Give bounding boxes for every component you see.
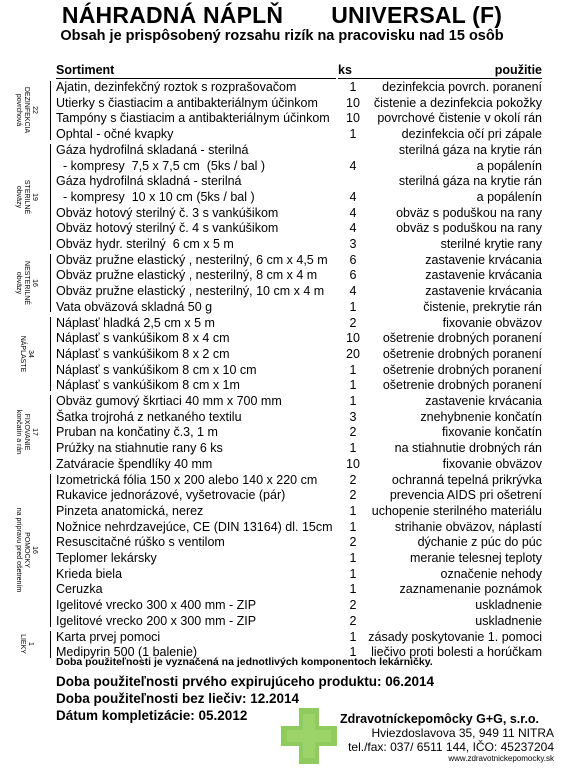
company-web: www.zdravotnickepomocky.sk	[448, 754, 554, 763]
table-row	[0, 299, 564, 315]
item-usage: ošetrenie drobných poranení	[382, 346, 542, 361]
expiry-without-drugs: Doba použiteľnosti bez liečiv: 12.2014	[56, 691, 300, 706]
item-name: Obväz pružne elastický , nesterilný, 10 cm x 4 m	[56, 284, 325, 299]
category-count: 22	[31, 106, 38, 115]
table-row	[0, 252, 564, 268]
item-name: Ajatin, dezinfekčný roztok s rozprašovačom	[56, 80, 297, 94]
document-subtitle: Obsah je prispôsobený rozsahu rizík na pracovisku nad 15 osôb	[60, 28, 504, 44]
company-phone: tel./fax: 037/ 6511 144, IČO: 45237204	[348, 740, 554, 754]
item-name: Prúžky na stiahnutie rany 6 ks	[56, 441, 223, 456]
item-name: Karta prvej pomoci	[56, 629, 161, 644]
category-count: 19	[31, 192, 38, 201]
table-row	[0, 534, 564, 550]
category-text	[18, 335, 34, 372]
table-row	[0, 519, 564, 535]
item-count: 1	[349, 519, 357, 534]
item-usage: zásady poskytovanie 1. pomoci	[368, 629, 542, 644]
category-bracket	[50, 81, 51, 140]
item-name: Obväz hydr. sterilný 6 cm x 5 m	[56, 237, 234, 251]
item-usage: prevencia AIDS pri ošetrení	[389, 488, 542, 503]
category-text	[14, 508, 38, 592]
header-ks: ks	[338, 63, 362, 79]
table-row	[0, 613, 564, 629]
category-text	[14, 410, 38, 454]
table-row	[0, 393, 564, 409]
table-row	[0, 173, 564, 189]
item-count: 2	[349, 613, 357, 628]
item-count: 3	[349, 409, 357, 424]
document-title	[0, 2, 564, 28]
item-count: 6	[349, 268, 357, 283]
category-text	[14, 180, 38, 214]
category-sub: končatín a rán	[15, 410, 22, 455]
item-name: Izometrická fólia 150 x 200 alebo 140 x 220 cm	[56, 472, 318, 487]
item-count: 1	[349, 394, 357, 408]
completion-date: Dátum kompletizácie: 05.2012	[56, 708, 248, 723]
item-name: Vata obväzová skladná 50 g	[56, 299, 213, 314]
title-left: NÁHRADNÁ NÁPLŇ	[61, 2, 284, 28]
item-count: 1	[349, 551, 357, 565]
item-usage: sterilné krytie rany	[440, 237, 542, 251]
company-name: Zdravotníckepomôcky G+G, s.r.o.	[340, 712, 540, 726]
item-name: Igelitové vrecko 300 x 400 mm - ZIP	[56, 598, 257, 613]
item-usage: fixovanie obväzov	[442, 315, 542, 330]
category-bracket	[50, 144, 51, 250]
item-usage: dezinfekcia očí pri zápale	[401, 127, 542, 142]
item-usage: ošetrenie drobných poranení	[382, 362, 542, 377]
item-name: Obväz pružne elastický , nesterilný, 8 cm x 4 m	[56, 268, 318, 283]
category-name: FIXOVANIE	[23, 413, 30, 451]
item-name: Gáza hydrofilná skladaná - sterilná	[56, 142, 249, 157]
item-count: 1	[349, 378, 357, 393]
category-bracket	[50, 631, 51, 658]
item-name: Zatváracie špendlíky 40 mm	[56, 456, 213, 471]
item-name: Náplasť s vankúšikom 8 x 2 cm	[56, 346, 230, 361]
table-row	[0, 158, 564, 174]
header-sortiment: Sortiment	[56, 63, 336, 79]
item-usage: uchopenie sterilného materiálu	[371, 503, 542, 518]
table-row	[0, 330, 564, 346]
table-row	[0, 79, 564, 95]
category-label	[0, 144, 52, 250]
item-count: 1	[349, 503, 357, 518]
item-usage: zaznamenanie poznámok	[399, 582, 542, 597]
item-usage: ošetrenie drobných poranení	[382, 378, 542, 393]
item-usage: čistenie a dezinfekcia pokožky	[373, 95, 542, 110]
item-name: Resuscitačné rúško s ventilom	[56, 535, 225, 550]
item-usage: a popálenín	[476, 189, 542, 204]
item-count: 1	[349, 566, 357, 581]
item-usage: strihanie obväzov, náplastí	[394, 519, 542, 534]
item-name: Utierky s čiastiacim a antibakteriálnym účinkom	[56, 95, 318, 110]
header-pouzitie: použitie	[362, 63, 542, 79]
expiry-note: Doba použiteľnosti je vyznačená na jednotlivých komponentoch lekárničky.	[56, 656, 433, 668]
category-bracket	[50, 317, 51, 392]
item-name: Náplasť s vankúšikom 8 cm x 1m	[56, 378, 240, 393]
item-count: 4	[349, 284, 357, 299]
category-count: 1	[27, 642, 34, 647]
item-usage: ošetrenie drobných poranení	[382, 331, 542, 346]
item-count: 20	[346, 346, 360, 361]
category-count: 16	[31, 546, 38, 554]
category-label	[0, 317, 52, 392]
item-count: 1	[349, 645, 357, 660]
category-sub: na prípravu pred ošetrením	[15, 507, 22, 593]
table-row	[0, 424, 564, 440]
category-name: NESTERILNÉ	[23, 261, 30, 306]
table-row	[0, 189, 564, 205]
item-name: Náplasť s vankúšikom 8 cm x 10 cm	[56, 362, 257, 377]
item-usage: ochranná tepelná prikrývka	[391, 472, 542, 487]
table-row	[0, 346, 564, 362]
item-usage: obväz s poduškou na rany	[396, 221, 542, 236]
table-row	[0, 315, 564, 331]
item-usage: sterilná gáza na krytie rán	[398, 142, 542, 157]
item-count: 2	[349, 425, 357, 440]
item-count: 10	[346, 456, 360, 471]
category-name: POMOCKY	[23, 532, 30, 568]
item-name: Náplasť s vankúšikom 8 x 4 cm	[56, 331, 230, 346]
table-row	[0, 283, 564, 299]
item-name: Obväz gumový škrtiaci 40 mm x 700 mm	[56, 394, 282, 408]
table-row	[0, 581, 564, 597]
company-address: Hviezdoslavova 35, 949 11 NITRA	[371, 726, 554, 740]
table-row	[0, 95, 564, 111]
table-row	[0, 503, 564, 519]
item-name: Ceruzka	[56, 582, 103, 597]
category-label	[0, 395, 52, 470]
table-row	[0, 550, 564, 566]
item-name: Pinzeta anatomická, nerez	[56, 503, 204, 518]
table-row	[0, 597, 564, 613]
table-row	[0, 362, 564, 378]
category-name: STERILNÉ	[23, 179, 30, 214]
item-count: 4	[349, 205, 357, 220]
item-count: 1	[349, 299, 357, 314]
item-count: 1	[349, 629, 357, 644]
item-count: 1	[349, 441, 357, 456]
item-count: 2	[349, 315, 357, 330]
table-row	[0, 456, 564, 472]
item-name: - kompresy 10 x 10 cm (5ks / bal )	[56, 189, 255, 204]
item-name: - kompresy 7,5 x 7,5 cm (5ks / bal )	[56, 158, 266, 173]
category-sub: obväzy	[15, 271, 22, 295]
item-name: Šatka trojrohá z netkaného textilu	[56, 409, 242, 424]
company-block	[328, 712, 554, 764]
category-text	[18, 634, 34, 654]
table-row	[0, 377, 564, 393]
item-name: Náplasť hladká 2,5 cm x 5 m	[56, 315, 215, 330]
table-row	[0, 267, 564, 283]
item-count: 1	[349, 362, 357, 377]
table-row	[0, 566, 564, 582]
category-label	[0, 81, 52, 140]
item-count: 4	[349, 221, 357, 236]
item-count: 2	[349, 598, 357, 613]
item-usage: dýchanie z púc do púc	[417, 535, 542, 550]
item-name: Obväz pružne elastický , nesterilný, 6 cm x 4,5 m	[56, 252, 328, 267]
table-row	[0, 629, 564, 645]
item-count: 4	[349, 158, 357, 173]
table-row	[0, 126, 564, 142]
category-bracket	[50, 474, 51, 627]
item-count: 1	[349, 582, 357, 597]
table-row	[0, 472, 564, 488]
category-name: LIEKY	[19, 634, 26, 655]
title-right: UNIVERSAL (F)	[331, 2, 503, 28]
item-usage: dezinfekcia povrch. poranení	[382, 80, 542, 94]
item-count: 10	[346, 111, 360, 126]
table-row	[0, 409, 564, 425]
item-name: Gáza hydrofilná skladná - sterilná	[56, 174, 242, 189]
item-name: Medipyrin 500 (1 balenie)	[56, 645, 198, 660]
table-row	[0, 110, 564, 126]
item-name: Ophtal - očné kvapky	[56, 127, 174, 142]
item-usage: označenie nehody	[440, 566, 542, 581]
item-name: Teplomer lekársky	[56, 551, 157, 565]
table-row	[0, 236, 564, 252]
item-usage: zastavenie krvácania	[425, 394, 542, 408]
item-name: Nožnice nehrdzavejúce, CE (DIN 13164) dl. 15cm	[56, 519, 333, 534]
item-usage: fixovanie obväzov	[442, 456, 542, 471]
item-usage: uskladnenie	[475, 598, 542, 613]
category-bracket	[50, 395, 51, 470]
category-text	[14, 87, 38, 133]
category-label	[0, 474, 52, 627]
table-row	[0, 205, 564, 221]
item-count: 2	[349, 535, 357, 550]
item-usage: liečivo proti bolesti a horúčkam	[371, 645, 542, 660]
table-row	[0, 440, 564, 456]
item-usage: sterilná gáza na krytie rán	[398, 174, 542, 189]
item-count: 1	[349, 80, 357, 94]
category-count: 34	[27, 349, 34, 358]
item-count: 2	[349, 488, 357, 503]
category-name: DEZINFEKCIA	[23, 87, 30, 134]
item-usage: zastavenie krvácania	[425, 252, 542, 267]
item-usage: na stiahnutie drobných rán	[394, 441, 542, 456]
item-name: Rukavice jednorázové, vyšetrovacie (pár)	[56, 488, 286, 503]
item-usage: a popálenín	[476, 158, 542, 173]
item-name: Obväz hotový sterilný č. 3 s vankúšikom	[56, 205, 279, 220]
item-count: 10	[346, 95, 360, 110]
category-name: NÁPLASTE	[19, 335, 26, 373]
item-usage: obväz s poduškou na rany	[396, 205, 542, 220]
category-bracket	[50, 254, 51, 313]
item-name: Krieda biela	[56, 566, 123, 581]
item-usage: čistenie, prekrytie rán	[423, 299, 542, 314]
expiry-first-product: Doba použiteľnosti prvého expirujúceho produktu: 06.2014	[56, 674, 435, 689]
table-row	[0, 142, 564, 158]
category-count: 17	[31, 428, 38, 437]
item-count: 1	[349, 127, 357, 142]
category-label	[0, 254, 52, 313]
item-count: 6	[349, 252, 357, 267]
category-sub: povrchová	[15, 94, 22, 127]
item-name: Tampóny s čiastiacim a antibakteriálnym účinkom	[56, 111, 330, 126]
category-text	[14, 261, 38, 305]
table-row	[0, 220, 564, 236]
item-count: 10	[346, 331, 360, 346]
item-usage: povrchové čistenie v okolí rán	[377, 111, 542, 126]
item-usage: znehybnenie končatín	[420, 409, 542, 424]
item-usage: zastavenie krvácania	[425, 268, 542, 283]
item-name: Igelitové vrecko 200 x 300 mm - ZIP	[56, 613, 257, 628]
item-count: 4	[349, 189, 357, 204]
category-sub: obväzy	[15, 185, 22, 208]
item-usage: zastavenie krvácania	[425, 284, 542, 299]
item-usage: uskladnenie	[475, 613, 542, 628]
item-usage: meranie telesnej teploty	[409, 551, 542, 565]
item-name: Pruban na končatiny č.3, 1 m	[56, 425, 218, 440]
item-usage: fixovanie končatín	[441, 425, 542, 440]
item-name: Obväz hotový sterilný č. 4 s vankúšikom	[56, 221, 279, 236]
table-row	[0, 487, 564, 503]
category-label	[0, 631, 52, 658]
item-count: 3	[349, 237, 357, 251]
item-count: 2	[349, 472, 357, 487]
category-count: 16	[31, 279, 38, 287]
